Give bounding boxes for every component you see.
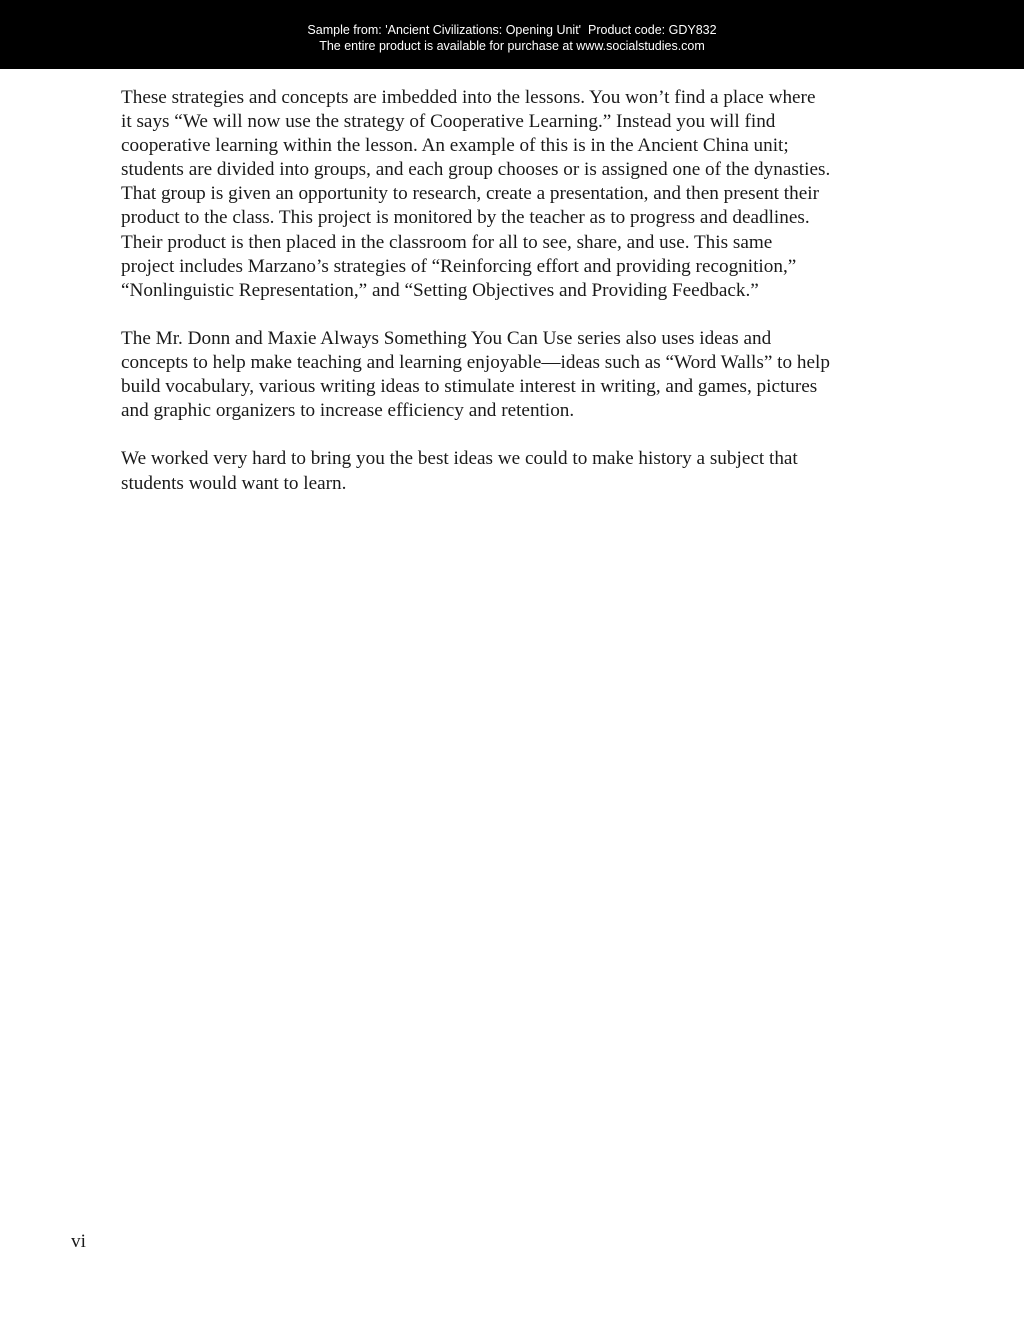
text-line: concepts to help make teaching and learning enjoyable—ideas such as “Word Walls” to help (121, 352, 830, 374)
text-line: Their product is then placed in the classroom for all to see, share, and use. This same (121, 231, 773, 253)
text-line: These strategies and concepts are imbedded into the lessons. You won’t find a place where (121, 87, 816, 108)
paragraph-closing (121, 447, 881, 495)
text-line: The Mr. Donn and Maxie Always Something You Can Use series also uses ideas and (121, 327, 772, 349)
text-line: cooperative learning within the lesson. An example of this is in the Ancient China unit; (121, 135, 789, 157)
text-line: project includes Marzano’s strategies of “Reinforcing effort and providing recognition,” (121, 255, 797, 277)
text-line: We worked very hard to bring you the best ideas we could to make history a subject that (121, 448, 798, 470)
banner-product-line: Sample from: 'Ancient Civilizations: Opening Unit' Product code: GDY832 (307, 23, 717, 37)
text-line: product to the class. This project is monitored by the teacher as to progress and deadlines. (121, 207, 810, 229)
text-line: it says “We will now use the strategy of Cooperative Learning.” Instead you will find (121, 111, 776, 133)
text-line: “Nonlinguistic Representation,” and “Setting Objectives and Providing Feedback.” (121, 279, 759, 301)
paragraph-series (121, 327, 881, 423)
text-line: students are divided into groups, and each group chooses or is assigned one of the dynasties. (121, 159, 831, 181)
page-body (121, 86, 881, 520)
banner-purchase-line: The entire product is available for purchase at www.socialstudies.com (319, 39, 705, 53)
paragraph-strategies (121, 86, 881, 303)
text-line: build vocabulary, various writing ideas to stimulate interest in writing, and games, pictures (121, 376, 818, 398)
text-line: and graphic organizers to increase efficiency and retention. (121, 400, 575, 422)
sample-banner (0, 0, 1024, 69)
page-number: vi (71, 1231, 86, 1252)
text-line: students would want to learn. (121, 472, 347, 494)
text-line: That group is given an opportunity to research, create a presentation, and then present their (121, 183, 819, 205)
